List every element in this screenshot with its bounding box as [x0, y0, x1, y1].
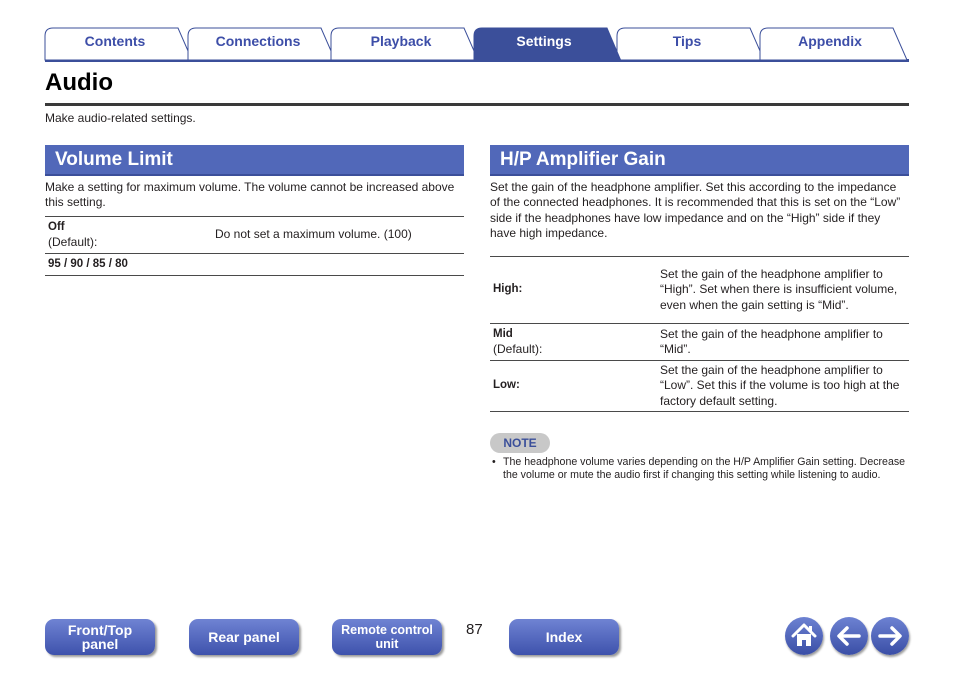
option-desc — [212, 254, 464, 276]
option-key: Low: — [493, 379, 520, 392]
volume-limit-table — [45, 216, 464, 276]
tab-connections[interactable]: Connections — [215, 33, 301, 49]
note-body: The headphone volume varies depending on the H/P Amplifier Gain setting. Decrease the volume or mute the audio first if changing this setting while listening to audio. — [503, 456, 906, 482]
option-key: Off — [48, 220, 65, 233]
note-text — [492, 456, 908, 482]
option-desc: Do not set a maximum volume. (100) — [212, 217, 464, 254]
forward-button[interactable] — [871, 617, 909, 655]
tab-tips[interactable]: Tips — [672, 33, 702, 49]
option-desc: Set the gain of the headphone amplifier to “Mid”. — [657, 324, 909, 361]
hp-gain-table — [490, 256, 909, 412]
hp-gain-description: Set the gain of the headphone amplifier. Set this according to the impedance of the connected headphones. It is recommended that this is set on the “Low” side if the headphones have low impedance and on the “High” side if they have high impedance. — [490, 180, 901, 240]
home-icon — [785, 617, 823, 655]
arrow-left-icon — [830, 617, 868, 655]
option-key: 95 / 90 / 85 / 80 — [48, 258, 128, 270]
front-top-line2: panel — [81, 636, 119, 652]
volume-limit-heading: Volume Limit — [45, 145, 464, 176]
remote-control-unit-button[interactable] — [332, 619, 442, 655]
tab-settings[interactable]: Settings — [516, 33, 572, 49]
index-button[interactable] — [509, 619, 619, 655]
tab-bar — [0, 0, 954, 64]
front-top-panel-button[interactable] — [45, 619, 155, 655]
arrow-right-icon — [871, 617, 909, 655]
tab-shapes — [0, 0, 954, 64]
table-row — [490, 257, 909, 324]
remote-line1: Remote control — [341, 623, 433, 637]
page-intro: Make audio-related settings. — [45, 111, 196, 125]
tab-appendix[interactable]: Appendix — [798, 33, 862, 49]
option-key: Mid — [493, 327, 513, 340]
page-title: Audio — [45, 69, 113, 96]
index-label: Index — [545, 629, 583, 645]
hp-gain-heading: H/P Amplifier Gain — [490, 145, 909, 176]
tab-contents[interactable]: Contents — [84, 33, 146, 49]
option-desc: Set the gain of the headphone amplifier to “High”. Set when there is insufficient volume, even when the gain setting is “Mid”. — [657, 257, 909, 324]
rear-panel-label: Rear panel — [208, 629, 280, 645]
option-key-cell — [490, 257, 657, 324]
option-default-label: (Default): — [493, 342, 543, 356]
note-bullet: • — [492, 456, 496, 468]
page-number: 87 — [466, 621, 483, 638]
option-key-cell — [490, 324, 657, 361]
table-row — [45, 254, 464, 276]
option-key-cell — [45, 254, 212, 276]
option-desc: Set the gain of the headphone amplifier to “Low”. Set this if the volume is too high at the factory default setting. — [657, 361, 909, 412]
option-key-cell — [45, 217, 212, 254]
rear-panel-button[interactable] — [189, 619, 299, 655]
home-button[interactable] — [785, 617, 823, 655]
table-row — [490, 324, 909, 361]
remote-line2: unit — [375, 637, 399, 651]
option-default-label: (Default): — [48, 235, 98, 249]
table-row — [45, 217, 464, 254]
tab-playback[interactable]: Playback — [370, 33, 432, 49]
option-key: High: — [493, 283, 523, 296]
volume-limit-description: Make a setting for maximum volume. The volume cannot be increased above this setting. — [45, 180, 455, 210]
option-key-cell — [490, 361, 657, 412]
note-badge: NOTE — [490, 433, 550, 453]
front-top-line1: Front/Top — [67, 622, 133, 638]
back-button[interactable] — [830, 617, 868, 655]
title-divider — [45, 103, 909, 106]
table-row — [490, 361, 909, 412]
